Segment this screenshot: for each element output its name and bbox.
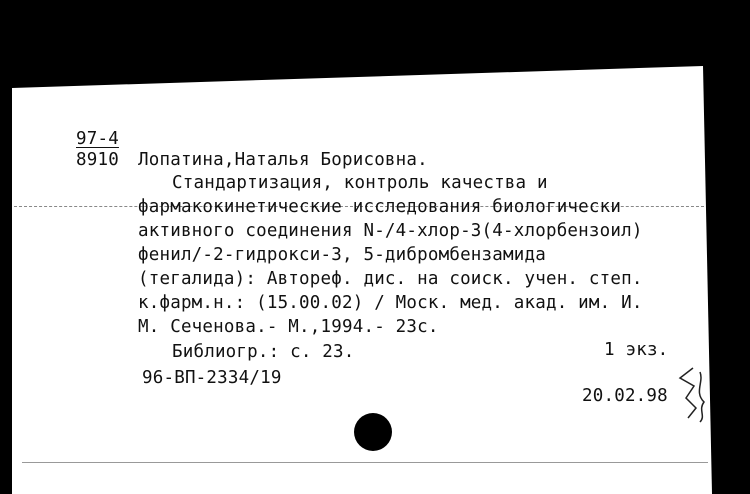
card-rule-bottom [22, 462, 708, 463]
punch-hole [354, 413, 392, 451]
accession-number: 96-ВП-2334/19 [142, 368, 282, 388]
title-line-7: М. Сеченова.- М.,1994.- 23с. [138, 317, 439, 337]
processing-date: 20.02.98 [582, 386, 668, 406]
title-line-3: активного соединения N-/4-хлор-3(4-хлорбензоил) [138, 221, 643, 241]
title-line-2: фармакокинетические исследования биологически [138, 197, 622, 217]
copies-count: 1 экз. [604, 340, 669, 360]
title-line-4: фенил/-2-гидрокси-3, 5-дибромбензамида [138, 245, 546, 265]
title-line-1: Стандартизация, контроль качества и [172, 173, 548, 193]
shelf-mark: 97-4 [76, 129, 119, 149]
title-line-6: к.фарм.н.: (15.00.02) / Моск. мед. акад. им. И. [138, 293, 643, 313]
title-line-5: (тегалида): Автореф. дис. на соиск. учен. степ. [138, 269, 643, 289]
author-heading: Лопатина,Наталья Борисовна. [138, 150, 428, 170]
record-number: 8910 [76, 150, 119, 170]
bibliography-note: Библиогр.: с. 23. [172, 342, 355, 362]
